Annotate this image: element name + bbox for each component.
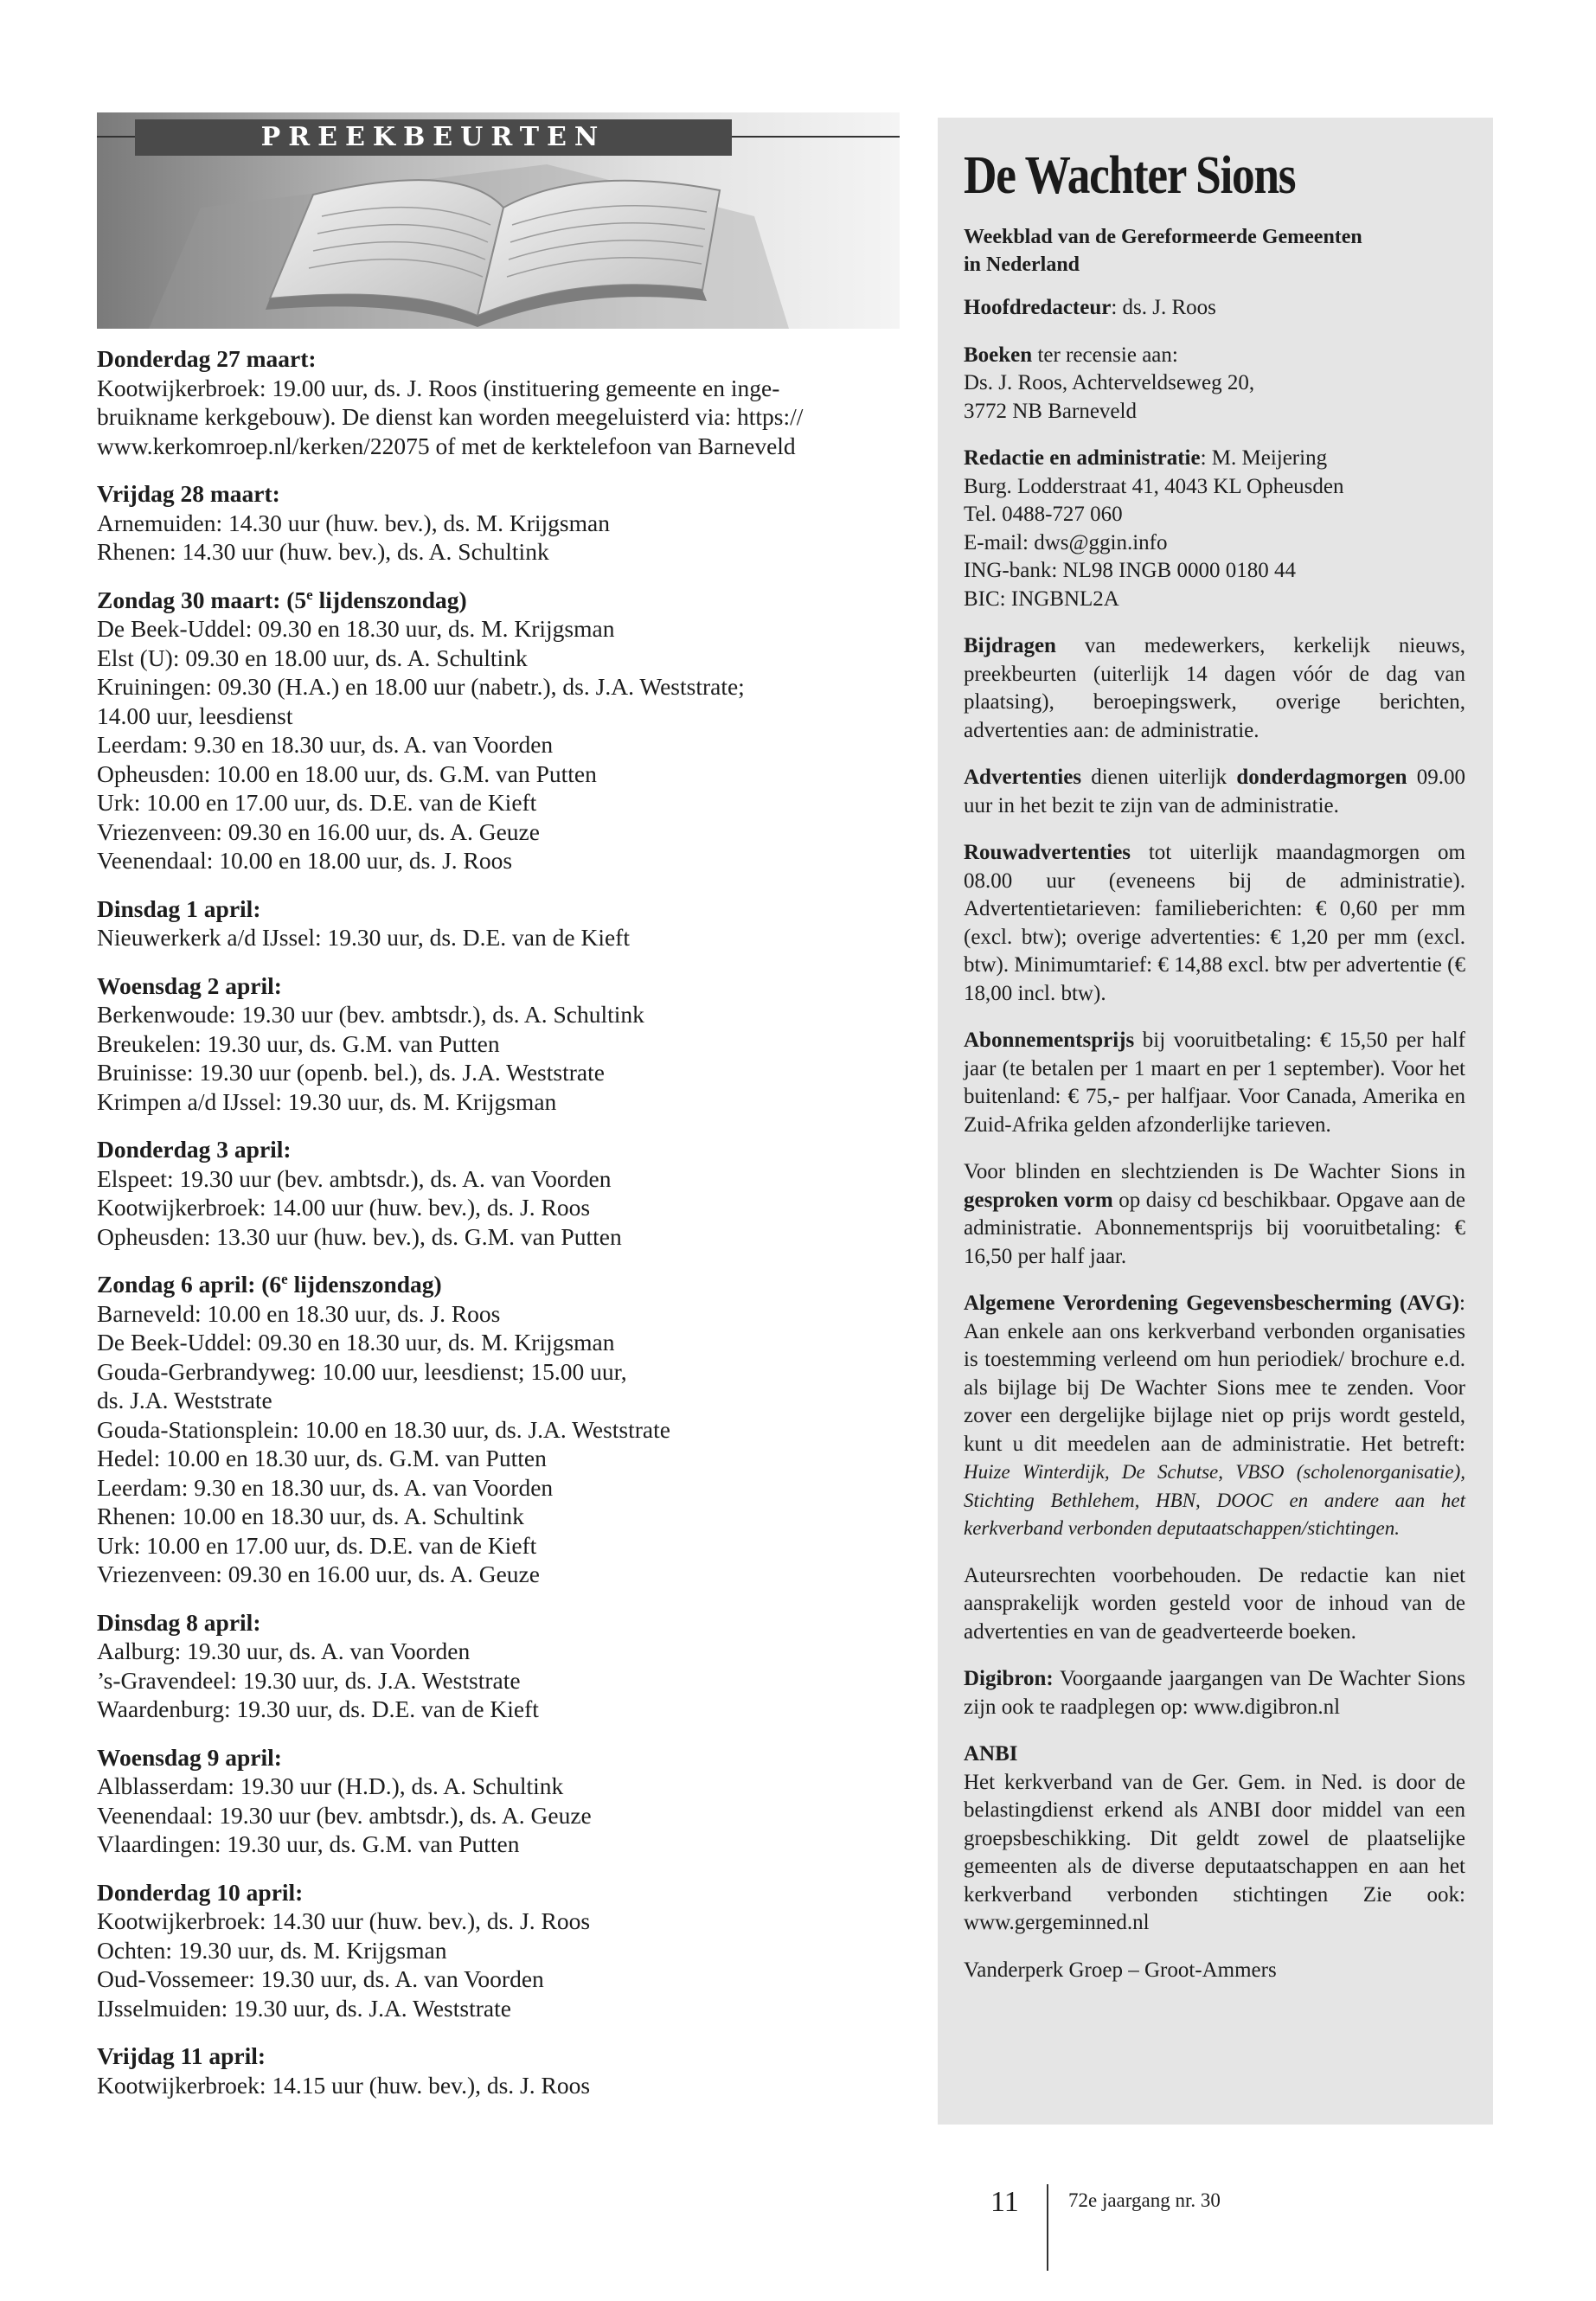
service-entry: Urk: 10.00 en 17.00 uur, ds. D.E. van de Kieft [97, 789, 537, 816]
service-entry: De Beek-Uddel: 09.30 en 18.30 uur, ds. M. Krijgsman [97, 615, 615, 642]
blind-text: op daisy cd beschikbaar. Opgave aan de administratie. Abonnementsprijs bij vooruitbetaling: € 16,50 per half jaar. [964, 1188, 1465, 1268]
service-entry: Gouda-Stationsplein: 10.00 en 18.30 uur, ds. J.A. Weststrate [97, 1415, 670, 1443]
contributions-block [964, 632, 1465, 745]
schedule-day [97, 971, 900, 1117]
anbi-label: ANBI [964, 1742, 1018, 1766]
editor-label: Hoofdredacteur [964, 296, 1112, 319]
service-entry: Kootwijkerbroek: 14.00 uur (huw. bev.), ds. J. Roos [97, 1194, 591, 1221]
day-title [97, 1270, 900, 1299]
ordinal-suffix: e [281, 1270, 288, 1287]
blind-readers-block [964, 1158, 1465, 1271]
service-entry: Vriezenveen: 09.30 en 16.00 uur, ds. A. Geuze [97, 1561, 540, 1587]
service-entry: De Beek-Uddel: 09.30 en 18.30 uur, ds. M. Krijgsman [97, 1329, 615, 1356]
blind-text: Voor blinden en slechtzienden is De Wachter Sions in [964, 1160, 1465, 1183]
schedule-day [97, 1743, 900, 1859]
admin-address: Burg. Lodderstraat 41, 4043 KL Opheusden [964, 474, 1344, 498]
service-entry: Ochten: 19.30 uur, ds. M. Krijgsman [97, 1936, 447, 1964]
service-entry: Rhenen: 14.30 uur (huw. bev.), ds. A. Schultink [97, 538, 549, 565]
ads-text: 09.00 uur in het bezit te zijn van de administratie. [964, 766, 1466, 817]
service-entry: Leerdam: 9.30 en 18.30 uur, ds. A. van Voorden [97, 1473, 554, 1501]
day-title: Dinsdag 1 april: [97, 894, 261, 922]
copyright-block: Auteursrechten voorbehouden. De redactie kan niet aansprakelijk worden gesteld voor de inhoud van de advertenties en van de geadverteerde boeken. [964, 1563, 1465, 1644]
admin-email: E-mail: dws@ggin.info [964, 530, 1168, 554]
spoken-form: gesproken vorm [964, 1188, 1113, 1212]
service-entry: bruikname kerkgebouw). De dienst kan worden meegeluisterd via: https:// [97, 403, 804, 430]
anbi-block [964, 1740, 1465, 1938]
masthead-subtitle [964, 223, 1465, 279]
day-title-start: Zondag 30 maart: (5 [97, 586, 307, 613]
books-block [964, 342, 1465, 426]
avg-organisations: Huize Winterdijk, De Schutse, VBSO (scholenorganisatie), Stichting Bethlehem, HBN, DOOC en andere aan het kerkverband verbonden deputaatschappen/stichtingen. [964, 1461, 1465, 1539]
day-title: Vrijdag 11 april: [97, 2042, 266, 2069]
masthead-title: De Wachter Sions [964, 146, 1296, 205]
contrib-text: van medewerkers, kerkelijk nieuws, preekbeurten (uiterlijk 14 dagen vóór de dag van plaatsing), beroepingswerk, overige berichten, advertenties aan: de administratie. [964, 634, 1465, 742]
anbi-text: Het kerkverband van de Ger. Gem. in Ned. is door de belastingdienst erkend als ANBI door middel van een groepsbeschikking. Dit geldt zowel de plaatselijke gemeenten als de diverse deputaatschappen en aan het kerkverband verbonden stichtingen Zie ook: www.gergeminned.nl [964, 1770, 1465, 1934]
service-entry: Hedel: 10.00 en 18.30 uur, ds. G.M. van Putten [97, 1445, 547, 1471]
service-entry: Kootwijkerbroek: 19.00 uur, ds. J. Roos (instituering gemeente en inge- [97, 374, 780, 401]
service-entry: Berkenwoude: 19.30 uur (bev. ambtsdr.), ds. A. Schultink [97, 1001, 644, 1028]
ads-text: dienen uiterlijk [1081, 766, 1237, 789]
mourning-text: tot uiterlijk maandagmorgen om 08.00 uur (eveneens bij de administratie). Advertentietarieven: familieberichten: € 0,60 per mm (excl. btw); overige advertenties: € 1,20 per mm (excl. btw). Minimumtarief: € 14,88 excl. btw per advertentie (€ 18,00 incl. btw). [964, 841, 1465, 1005]
service-entry: Opheusden: 10.00 en 18.00 uur, ds. G.M. van Putten [97, 760, 597, 787]
service-entry: Kootwijkerbroek: 14.15 uur (huw. bev.), ds. J. Roos [97, 2071, 591, 2099]
day-title: Donderdag 27 maart: [97, 345, 317, 372]
day-title-start: Zondag 6 april: (6 [97, 1271, 282, 1298]
administration-block [964, 445, 1465, 613]
subscription-block [964, 1027, 1465, 1139]
ads-label: Advertenties [964, 766, 1082, 789]
subtitle-line: Weekblad van de Gereformeerde Gemeenten [964, 226, 1362, 248]
issue-info: 72e jaargang nr. 30 [1068, 2189, 1221, 2211]
service-entry: Nieuwerkerk a/d IJssel: 19.30 uur, ds. D.E. van de Kieft [97, 924, 630, 951]
day-title: Woensdag 9 april: [97, 1743, 282, 1771]
service-entry: Urk: 10.00 en 17.00 uur, ds. D.E. van de Kieft [97, 1531, 537, 1559]
mourning-label: Rouwadvertenties [964, 841, 1131, 864]
day-title: Vrijdag 28 maart: [97, 480, 280, 507]
day-title: Woensdag 2 april: [97, 971, 282, 999]
avg-block [964, 1290, 1465, 1543]
day-title-end: lijdenszondag) [287, 1271, 442, 1298]
service-entry: Opheusden: 13.30 uur (huw. bev.), ds. G.M. van Putten [97, 1222, 622, 1250]
day-title: Dinsdag 8 april: [97, 1608, 261, 1636]
books-address-line: 3772 NB Barneveld [964, 399, 1137, 423]
subscription-text: bij vooruitbetaling: € 15,50 per half jaar (te betalen per 1 maart en per 1 september). Voor het buitenland: € 75,- per halfjaar. Voor Canada, Amerika en Zuid-Afrika gelden afzonderlijke tarieven. [964, 1029, 1465, 1137]
admin-bic: BIC: INGBNL2A [964, 586, 1119, 611]
service-entry: ds. J.A. Weststrate [97, 1387, 272, 1413]
colophon-panel [938, 118, 1493, 2125]
schedule-day [97, 2041, 900, 2099]
mourning-ads-block [964, 839, 1465, 1008]
service-entry: Elst (U): 09.30 en 18.00 uur, ds. A. Schultink [97, 644, 528, 671]
admin-value: : M. Meijering [1200, 446, 1328, 470]
schedule-day [97, 1135, 900, 1251]
schedule-list [97, 344, 900, 2099]
service-entry: www.kerkomroep.nl/kerken/22075 of met de kerktelefoon van Barneveld [97, 432, 796, 459]
section-title: PREEKBEURTEN [135, 119, 732, 156]
avg-label: Algemene Verordening Gegevensbescherming (AVG) [964, 1292, 1460, 1315]
section-header-banner [97, 112, 900, 329]
service-entry: IJsselmuiden: 19.30 uur, ds. J.A. Weststrate [97, 1994, 511, 2022]
service-entry: Barneveld: 10.00 en 18.30 uur, ds. J. Roos [97, 1299, 501, 1327]
schedule-day [97, 894, 900, 952]
printer-line: Vanderperk Groep – Groot-Ammers [964, 1958, 1277, 1982]
service-entry: Veenendaal: 19.30 uur (bev. ambtsdr.), ds. A. Geuze [97, 1801, 592, 1829]
admin-phone: Tel. 0488-727 060 [964, 503, 1123, 526]
schedule-day [97, 1270, 900, 1589]
service-entry: Alblasserdam: 19.30 uur (H.D.), ds. A. Schultink [97, 1772, 564, 1799]
schedule-day [97, 1878, 900, 2023]
admin-label: Redactie en administratie [964, 446, 1201, 470]
service-entry: Arnemuiden: 14.30 uur (huw. bev.), ds. M. Krijgsman [97, 509, 610, 536]
service-entry: Gouda-Gerbrandyweg: 10.00 uur, leesdienst; 15.00 uur, [97, 1357, 627, 1385]
books-address-line: Ds. J. Roos, Achterveldseweg 20, [964, 371, 1255, 394]
schedule-day [97, 586, 900, 875]
editor-block [964, 294, 1465, 323]
editor-value: : ds. J. Roos [1111, 296, 1216, 319]
service-entry: Veenendaal: 10.00 en 18.00 uur, ds. J. Roos [97, 847, 513, 874]
schedule-day [97, 1608, 900, 1724]
day-title-end: lijdenszondag) [312, 586, 467, 613]
service-entry: Aalburg: 19.30 uur, ds. A. van Voorden [97, 1638, 471, 1664]
schedule-day [97, 344, 900, 460]
subtitle-line: in Nederland [964, 253, 1080, 276]
service-entry: Vlaardingen: 19.30 uur, ds. G.M. van Putten [97, 1830, 520, 1857]
avg-text: : Aan enkele aan ons kerkverband verbonden organisaties is toestemming verleend om hun periodiek/ brochure e.d. als bijlage bij De Wachter Sions mee te zenden. Voor zover een dergelijke bijlage niet op prijs wordt gesteld, kunt u dit meedelen aan de administratie. Het betreft: [964, 1292, 1465, 1456]
service-entry: 14.00 uur, leesdienst [97, 702, 293, 729]
service-entry: Rhenen: 10.00 en 18.30 uur, ds. A. Schultink [97, 1503, 524, 1529]
preekbeurten-column [97, 112, 900, 2118]
ordinal-suffix: e [306, 586, 313, 603]
service-entry: Elspeet: 19.30 uur (bev. ambtsdr.), ds. A. van Voorden [97, 1164, 612, 1192]
digibron-block [964, 1665, 1465, 1721]
service-entry: Krimpen a/d IJssel: 19.30 uur, ds. M. Krijgsman [97, 1087, 557, 1115]
day-title: Donderdag 10 april: [97, 1878, 304, 1906]
day-title: Donderdag 3 april: [97, 1136, 292, 1163]
subscription-label: Abonnementsprijs [964, 1029, 1135, 1052]
books-text: ter recensie aan: [1032, 343, 1178, 367]
service-entry: Leerdam: 9.30 en 18.30 uur, ds. A. van Voorden [97, 731, 554, 758]
service-entry: Waardenburg: 19.30 uur, ds. D.E. van de Kieft [97, 1695, 539, 1722]
day-title [97, 586, 900, 615]
service-entry: Bruinisse: 19.30 uur (openb. bel.), ds. J.A. Weststrate [97, 1059, 605, 1086]
service-entry: Vriezenveen: 09.30 en 16.00 uur, ds. A. Geuze [97, 817, 540, 845]
service-entry: Breukelen: 19.30 uur, ds. G.M. van Putten [97, 1029, 500, 1057]
schedule-day [97, 479, 900, 567]
digibron-text: Voorgaande jaargangen van De Wachter Sions zijn ook te raadplegen op: www.digibron.nl [964, 1667, 1465, 1719]
digibron-label: Digibron: [964, 1667, 1054, 1690]
footer-divider [1047, 2184, 1048, 2271]
ads-deadline: donderdagmorgen [1236, 766, 1407, 789]
books-label: Boeken [964, 343, 1033, 367]
admin-bank: ING-bank: NL98 INGB 0000 0180 44 [964, 559, 1296, 582]
service-entry: Kootwijkerbroek: 14.30 uur (huw. bev.), ds. J. Roos [97, 1907, 591, 1934]
page-number: 11 [990, 2186, 1019, 2218]
service-entry: ’s-Gravendeel: 19.30 uur, ds. J.A. Weststrate [97, 1666, 521, 1694]
contrib-label: Bijdragen [964, 634, 1056, 657]
service-entry: Oud-Vossemeer: 19.30 uur, ds. A. van Voorden [97, 1965, 544, 1992]
ads-block [964, 764, 1465, 820]
service-entry: Kruiningen: 09.30 (H.A.) en 18.00 uur (nabetr.), ds. J.A. Weststrate; [97, 673, 745, 700]
